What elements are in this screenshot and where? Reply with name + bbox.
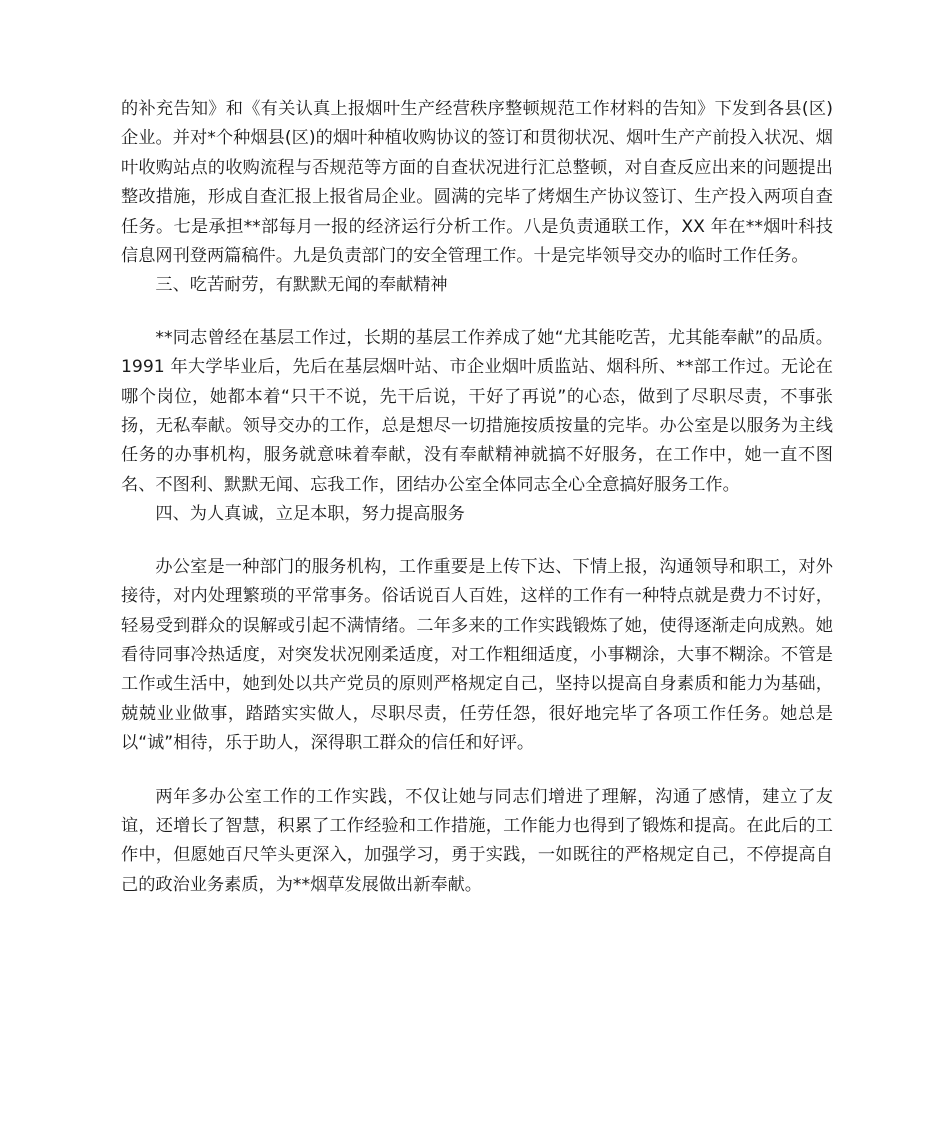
paragraph-office-service: 办公室是一种部门的服务机构，工作重要是上传下达、下情上报，沟通领导和职工，对外接待，对内处理繁琐的平常事务。俗话说百人百姓，这样的工作有一种特点就是费力不讨好，轻易受到群众的误解或引起不满情绪。二年多来的工作实践锻炼了她，使得逐渐走向成熟。她看待同事冷热适度，对突发状况刚柔适度，对工作粗细适度，小事糊涂，大事不糊涂。不管是工作或生活中，她到处以共产党员的原则严格规定自己，坚持以提高自身素质和能力为基础，兢兢业业做事，踏踏实实做人，尽职尽责，任劳任怨，很好地完毕了各项工作任务。她总是以“诚”相待，乐于助人，深得职工群众的信任和好评。 <box>121 556 833 754</box>
paragraph-dedication: **同志曾经在基层工作过，长期的基层工作养成了她“尤其能吃苦，尤其能奉献”的品质。1991 年大学毕业后，先后在基层烟叶站、市企业烟叶质监站、烟科所、**部工作过。无论在哪个岗位，她都本着“只干不说，先干后说，干好了再说”的心态，做到了尽职尽责，不事张扬，无私奉献。领导交办的工作，总是想尽一切措施按质按量的完毕。办公室是以服务为主线任务的办事机构，服务就意味着奉献，没有奉献精神就搞不好服务，在工作中，她一直不图名、不图利、默默无闻、忘我工作，团结办公室全体同志全心全意搞好服务工作。 <box>121 327 833 495</box>
document-page <box>121 95 833 900</box>
paragraph-conclusion: 两年多办公室工作的工作实践，不仅让她与同志们增进了理解，沟通了感情，建立了友谊，还增长了智慧，积累了工作经验和工作措施，工作能力也得到了锻炼和提高。在此后的工作中，但愿她百尺竿头更深入，加强学习，勇于实践，一如既往的严格规定自己，不停提高自己的政治业务素质，为**烟草发展做出新奉献。 <box>121 786 833 895</box>
section-heading-sincerity: 四、为人真诚，立足本职，努力提高服务 <box>155 504 465 525</box>
section-heading-hardworking: 三、吃苦耐劳，有默默无闻的奉献精神 <box>155 275 448 296</box>
paragraph-continued-work-summary: 的补充告知》和《有关认真上报烟叶生产经营秩序整顿规范工作材料的告知》下发到各县(区)企业。并对*个种烟县(区)的烟叶种植收购协议的签订和贯彻状况、烟叶生产产前投入状况、烟叶收购站点的收购流程与否规范等方面的自查状况进行汇总整顿，对自查反应出来的问题提出整改措施，形成自查汇报上报省局企业。圆满的完毕了烤烟生产协议签订、生产投入两项自查任务。七是承担**部每月一报的经济运行分析工作。八是负责通联工作，XX 年在**烟叶科技信息网刊登两篇稿件。九是负责部门的安全管理工作。十是完毕领导交办的临时工作任务。 <box>121 99 833 267</box>
